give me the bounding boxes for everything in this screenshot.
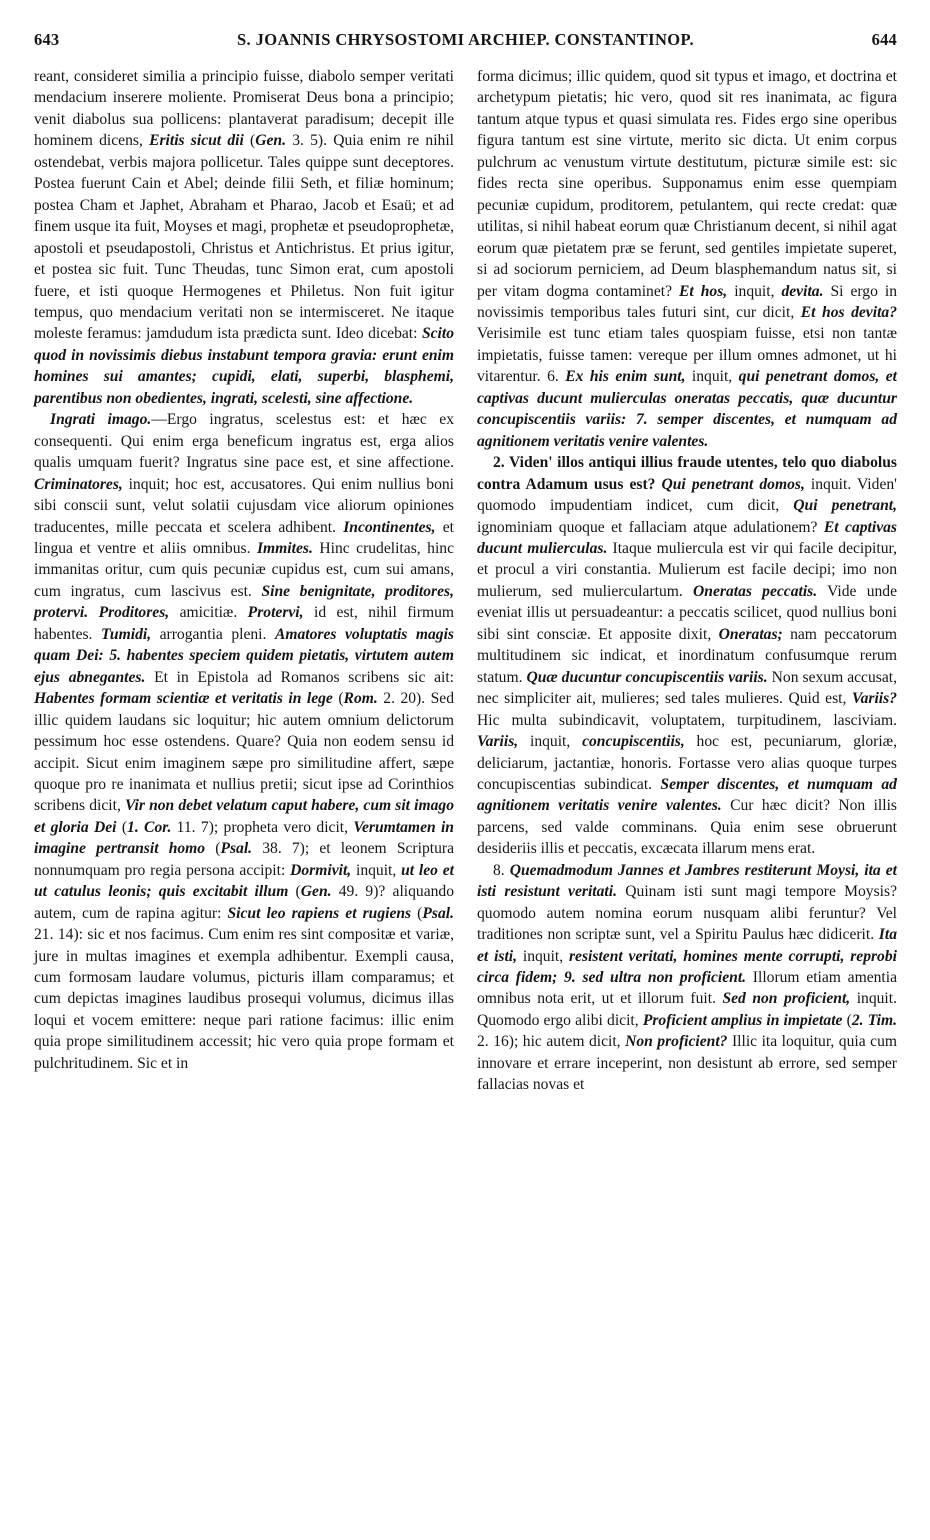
text-run: ( (288, 883, 301, 901)
text-run: inquit. Viden' quomodo impudentiam indicet, cum dicit, (477, 475, 897, 515)
text-run: —Ergo ingratus, scelestus est: et hæc ex consequenti. Qui enim erga beneficum ingratus est, erga alios qualis umquam fuerit? Ingratus sine pace est, et sine affectione. (34, 411, 455, 472)
text-run: 38. 7); et leonem Scriptura nonnumquam pro regia persona accipit: (34, 840, 454, 879)
citation: Non proficient? (625, 1033, 728, 1051)
header-title: S. JOANNIS CHRYSOSTOMI ARCHIEP. CONSTANTINOP. (236, 30, 695, 49)
text-run: Et in Epistola ad Romanos scribens sic ait: (145, 668, 454, 686)
citation: Semper discentes, et numquam ad agnitionem veritatis venire valentes. (477, 775, 897, 815)
citation: Sed non proficient, (722, 990, 851, 1008)
citation: Gen. (300, 883, 332, 901)
text-run: inquit, (517, 947, 569, 965)
citation: Sine benignitate, proditores, protervi. Proditores, (34, 582, 454, 622)
section-heading: Ingrati imago. (50, 411, 152, 429)
citation: Et hos, (679, 282, 728, 300)
running-header (34, 30, 897, 60)
text-run: ( (243, 132, 256, 150)
citation: Quæ ducuntur concupiscentiis variis. (526, 668, 768, 686)
citation: Gen. (255, 132, 286, 150)
citation: Proficient amplius in impietate (642, 1011, 843, 1029)
citation: Et hos devita? (800, 303, 897, 321)
paragraph (477, 860, 897, 1096)
text-run: inquit, (351, 861, 402, 879)
citation: Rom. (343, 690, 378, 708)
text-run: ( (332, 690, 344, 708)
text-run: ( (116, 818, 128, 836)
paragraph (477, 66, 897, 452)
paragraph (477, 452, 897, 860)
text-run: Non sexum accusat, nec simpliciter ait, mulieres; sed tales mulieres. Quid est, (477, 668, 897, 708)
citation: resistent veritati, homines mente corrupti, reprobi circa fidem; 9. sed ultra non proficient. (477, 947, 897, 987)
page-number-left: 643 (34, 30, 60, 49)
citation: devita. (781, 282, 824, 300)
text-columns (34, 66, 897, 1096)
citation: concupiscentiis, (582, 733, 685, 751)
text-run: Verisimile est tunc etiam tales quospiam fuisse, etsi non tantæ impietatis, fuisse tamen: vereque per illum omnes admonet, ut hi vitarentur. 6. (477, 325, 897, 386)
text-run: Quinam isti sunt magi tempore Moysis? quomodo autem nomina eorum nusquam alibi feruntur? Vel traditiones non scriptæ sunt, vel a Spiritu Paulus hæc didicerit. (477, 883, 897, 944)
citation: Et captivas ducunt mulierculas. (477, 518, 898, 557)
citation: Ex his enim sunt, (565, 368, 686, 386)
text-run: Hic multa subindicavit, voluptatem, turpitudinem, lasciviam. (477, 711, 897, 729)
citation: Tumidi, (100, 625, 152, 643)
text-run: Si ergo in novissimis temporibus tales futuri sint, cur dicit, (477, 282, 897, 321)
page-number-right: 644 (871, 30, 897, 49)
citation: Variis? (851, 690, 897, 708)
text-run: inquit. Quomodo ergo alibi dicit, (477, 990, 897, 1029)
text-run: Illorum etiam amentia omnibus nota erit, ut et illorum fuit. (477, 969, 898, 1008)
citation: Amatores voluptatis magis quam Dei: 5. habentes speciem quidem pietatis, virtutem autem ejus abnegantes. (34, 625, 454, 686)
text-run: 11. 7); propheta vero dicit, (171, 818, 354, 836)
text-run: 49. 9)? aliquando autem, cum de rapina agitur: (34, 883, 455, 922)
text-run: ignominiam quoque et fallaciam atque adulationem? (477, 518, 824, 536)
text-run: ( (842, 1011, 852, 1029)
text-run: forma dicimus; illic quidem, quod sit typus et imago, et doctrina et archetypum pietatis; hic vero, quod sit res inanimata, ac figura tantum atque typus et quasi simulata res. Fides ergo sine operibus figura tantum est sine virtute, merito sic dicta. Ut enim corpus pulchrum ac venustum virtute destitutum, picturæ simile est: sic fides recta sine operibus. Supponamus enim esse quempiam pecuniæ cupidum, proditorem, petulantem, qui recte credat: quæ utilitas, si nihil habeat eorum quæ Christianum decent, si nihil agat eorum quæ pietatem præ se ferunt, sed gentiles impietate superet, si ad sociorum perniciem, ad Deum blasphemandum natus sit, si per vitam dogma contaminet? (477, 68, 897, 300)
text-run: 3. 5). Quia enim re nihil ostendebat, verbis majora pollicetur. Tales quippe sunt deceptores. Postea fuerunt Cain et Abel; deinde filii Seth, et filiæ hominum; postea Cham et Japhet, Abraham et Pharao, Jacob et Esaü; et ad finem usque ita fuit, Moyses et magi, prophetæ et pseudoprophetæ, apostoli et pseudapostoli, Christus et Antichristus. Et prius igitur, et postea sic fuit. Tunc Theudas, tunc Simon erat, cum apostoli fuere, et isti quoque Hermogenes et Philetus. Non fuit igitur tempus, quo mendacium veritati non se intermisceret. Ne itaque moleste feramus: jamdudum ista prædicta sunt. Ideo dicebat: (34, 132, 455, 343)
citation: Qui penetrant domos, (661, 475, 805, 493)
text-run: inquit, (727, 282, 782, 300)
text-run: hoc est, pecuniarum, gloriæ, deliciarum, jactantiæ, honoris. Fortasse vero alias quoque turpes concupiscentias subindicat. (477, 733, 897, 793)
citation: Immites. (256, 539, 313, 557)
citation: qui penetrant domos, et captivas ducunt mulierculas oneratas peccatis, quæ ducuntur concupiscentiis variis: 7. semper discentes, et numquam ad agnitionem veritatis venire valentes. (477, 368, 897, 450)
text-run: 2. Viden' illos antiqui illius fraude utentes, telo quo diabolus contra Adamum usus est? (477, 454, 897, 493)
text-run: inquit; hoc est, accusatores. Qui enim nullius boni sibi conscii sunt, velut solatii cujusdam vice aliorum opiniones traducentes, mille peccata et scelera adhibent. (34, 475, 454, 536)
text-run: inquit, (518, 733, 583, 751)
text-run: arrogantia pleni. (151, 625, 275, 643)
right-column (477, 66, 897, 1096)
text-run: et lingua et ventre et aliis omnibus. (34, 518, 455, 557)
left-column (34, 66, 454, 1096)
paragraph (34, 409, 454, 1074)
citation: Ita et isti, (477, 926, 897, 965)
citation: Oneratas; (718, 625, 783, 643)
text-run: Illic ita loquitur, quia cum innovare et errare inceperint, non desistunt ab errore, sed semper fallacias novas et (477, 1033, 897, 1094)
citation: Quemadmodum Jannes et Jambres restiterunt Moysi, ita et isti resistunt veritati. (477, 861, 897, 901)
text-run: inquit, (685, 368, 739, 386)
text-run: Itaque muliercula est vir qui facile decipitur, et procul a viri constantia. Mulierum est facile decipi; imo non mulierum, sed mulierculartum. (477, 539, 897, 600)
citation: Vir non debet velatum caput habere, cum sit imago et gloria Dei (34, 797, 454, 836)
citation: Oneratas peccatis. (693, 582, 818, 600)
citation: Habentes formam scientiæ et veritatis in lege (34, 690, 333, 708)
citation: Protervi, (247, 604, 304, 622)
citation: Qui penetrant, (793, 497, 897, 515)
citation: Criminatores, (34, 475, 123, 493)
citation: Variis, (477, 733, 519, 751)
text-run: 21. 14): sic et nos facimus. Cum enim res sint compositæ et variæ, jure in multas imagines et exempla adhibentur. Exempli causa, cum formosam laudare volumus, picturis illam comparamus; et cum depictas imagines laudibus prosequi volumus, dicimus illas loqui et vocem emittere: neque pari ratione facimus: illic enim quia prope similitudinem accessit; hic vero quia prope formam et pulchritudinem. Sic et in (34, 926, 454, 1072)
citation: Psal. (220, 840, 253, 858)
citation: Scito quod in novissimis diebus instabunt tempora gravia: erunt enim homines sui amantes; cupidi, elati, superbi, blasphemi, parentibus non obedientes, ingrati, scelesti, sine affectione. (34, 325, 454, 407)
text-run: ( (205, 840, 221, 858)
citation: Dormivit, (290, 861, 352, 879)
citation: ut leo et ut catulus leonis; quis excitabit illum (34, 861, 454, 901)
text-run: ( (411, 904, 423, 922)
citation: 2. Tim. (851, 1011, 897, 1029)
citation: Incontinentes, (343, 518, 436, 536)
text-run: Cur hæc dicit? Non illis parcens, sed valde comminans. Quia enim sese obruerunt desideriis illis et peccatis, excæcata illarum mens erat. (477, 797, 897, 858)
text-run: Vide unde eveniat illis ut persuadeantur: a peccatis scilicet, quod nullius boni sibi sint consciæ. Et apposite dixit, (477, 582, 898, 643)
citation: Sicut leo rapiens et rugiens (227, 904, 412, 922)
text-run: 2. 20). Sed illic quidem laudans sic loquitur; hic autem omnium delictorum pessimum hoc esse ostendens. Quare? Quia non eodem sensu id accipit. Sicut enim imaginem sæpe pro similitudine affert, sæpe quoque pro re inanimata et nullius pretii; sicut ipse ad Corinthios scribens dicit, (34, 690, 455, 815)
citation: Psal. (422, 904, 454, 922)
text-run: nam peccatorum multitudinem sic indicat, et inordinatum confusumque rerum statum. (477, 625, 898, 686)
citation: Verumtamen in imagine pertransit homo (34, 818, 454, 858)
text-run: 2. 16); hic autem dicit, (477, 1033, 626, 1051)
citation: 1. Cor. (127, 818, 172, 836)
citation: Eritis sicut dii (149, 132, 244, 150)
text-run: 8. (493, 861, 510, 879)
text-run: Hinc crudelitas, hinc immanitas oritur, cum quis pecuniæ cupidus est, cum sui amans, cum ingratus, cum lascivus est. (34, 539, 454, 600)
paragraph (34, 66, 454, 409)
text-run: amicitiæ. (169, 604, 248, 622)
text-run: reant, consideret similia a principio fuisse, diabolo semper veritati mendacium inserere moliente. Promiserat Deus bona a principio; venit diabolus sua pollicens: plantaverat paradisum; decepit ille hominem dicens, (34, 68, 454, 150)
text-run: id est, nihil firmum habentes. (34, 604, 454, 643)
